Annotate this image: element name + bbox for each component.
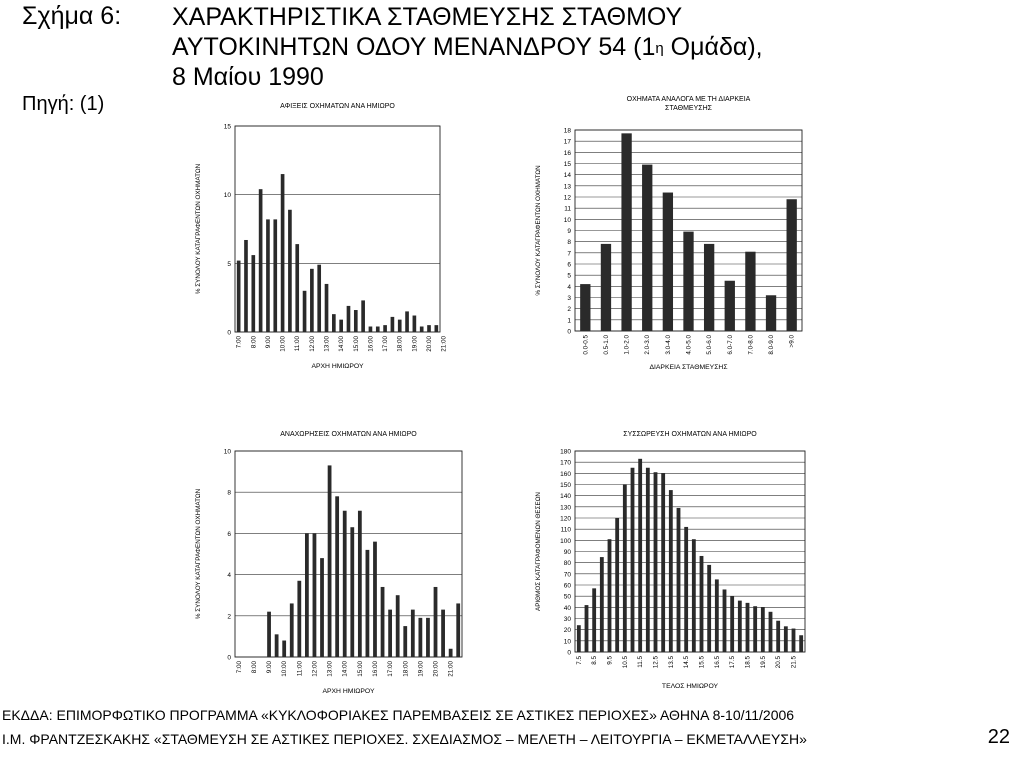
y-tick-label: 130 — [560, 504, 571, 512]
y-tick-label: 120 — [560, 515, 571, 523]
y-tick-label: 90 — [563, 549, 571, 556]
bar — [700, 556, 704, 652]
x-tick-label: 4.0-5.0 — [685, 335, 693, 355]
title-line-2-main: ΑΥΤΟΚΙΝΗΤΩΝ ΟΔΟΥ ΜΕΝΑΝΔΡΟΥ 54 (1 — [172, 33, 656, 61]
y-tick-label: 160 — [560, 470, 571, 478]
y-tick-label: 18 — [563, 127, 571, 135]
bar — [343, 511, 347, 657]
bar — [310, 269, 314, 332]
chart-title: ΑΝΑΧΩΡΗΣΕΙΣ ΟΧΗΜΑΤΩΝ ΑΝΑ ΗΜΙΩΡΟ — [280, 431, 417, 438]
y-tick-label: 180 — [560, 448, 571, 456]
bar — [275, 634, 279, 657]
x-tick-label: 12.5 — [652, 656, 660, 669]
accumulation-svg — [530, 428, 820, 698]
x-tick-label: 18:00 — [402, 661, 410, 677]
duration-chart — [530, 93, 820, 383]
bar — [704, 244, 714, 331]
x-tick-label: 9.5 — [606, 656, 614, 665]
x-axis-label: ΑΡΧΗ ΗΜΙΩΡΟΥ — [322, 688, 375, 695]
x-tick-label: 16:00 — [367, 336, 375, 352]
y-tick-label: 10 — [563, 216, 571, 224]
bar — [642, 165, 652, 331]
bar — [441, 610, 445, 657]
x-tick-label: 17:00 — [387, 661, 395, 677]
bar — [725, 281, 735, 331]
x-tick-label: 11.5 — [637, 656, 645, 668]
x-axis-label: ΑΡΧΗ ΗΜΙΩΡΟΥ — [311, 363, 364, 370]
duration-svg — [530, 93, 820, 383]
chart-title: ΑΦΙΞΕΙΣ ΟΧΗΜΑΤΩΝ ΑΝΑ ΗΜΙΩΡΟ — [280, 103, 395, 110]
bar — [396, 595, 400, 657]
bar — [623, 485, 627, 653]
x-tick-label: 2.0-3.0 — [644, 335, 652, 355]
bar — [434, 587, 438, 657]
bar — [267, 612, 271, 657]
y-tick-label: 40 — [563, 604, 571, 612]
bar — [692, 539, 696, 652]
bar — [592, 588, 596, 652]
x-axis-label: ΔΙΑΡΚΕΙΑ ΣΤΑΘΜΕΥΣΗΣ — [649, 364, 728, 371]
y-axis-label: ΑΡΙΘΜΟΣ ΚΑΤΑΓΡΑΦΟΜΕΝΩΝ ΘΕΣΕΩΝ — [535, 492, 542, 611]
x-tick-label: 12:00 — [308, 336, 316, 352]
x-tick-label: 9:00 — [266, 661, 274, 674]
y-tick-label: 15 — [223, 123, 231, 131]
x-tick-label: 9:00 — [264, 336, 272, 349]
y-tick-label: 5 — [227, 260, 231, 268]
bar — [273, 219, 277, 332]
bar — [332, 314, 336, 332]
footer-line-1: ΕΚΔΔΑ: ΕΠΙΜΟΡΦΩΤΙΚΟ ΠΡΟΓΡΑΜΜΑ «ΚΥΚΛΟΦΟΡΙΑΚΕΣ ΠΑΡΕΜΒΑΣΕΙΣ ΣΕ ΑΣΤΙΚΕΣ ΠΕΡΙΟΧΕΣ» ΑΘΗΝΑ 8-10/11/2006 — [2, 707, 795, 723]
x-tick-label: 21:00 — [447, 661, 455, 677]
bar — [601, 244, 611, 331]
x-tick-label: 15:00 — [352, 336, 360, 352]
bar — [354, 310, 358, 332]
y-tick-label: 50 — [563, 593, 571, 601]
x-tick-label: 16:00 — [371, 661, 379, 677]
x-tick-label: 20:00 — [426, 336, 434, 352]
bar — [715, 579, 719, 652]
y-tick-label: 14 — [563, 172, 571, 180]
y-tick-label: 60 — [563, 582, 571, 590]
bar — [600, 557, 604, 652]
y-tick-label: 150 — [560, 482, 571, 489]
bar — [320, 558, 324, 657]
bar — [449, 649, 453, 657]
y-tick-label: 8 — [567, 239, 571, 247]
departures-svg — [190, 428, 480, 698]
x-tick-label: 15.5 — [698, 656, 706, 669]
bar — [683, 232, 693, 331]
bar — [237, 261, 241, 332]
bar — [456, 603, 460, 657]
bar — [313, 533, 317, 657]
arrivals-chart — [190, 100, 480, 390]
x-tick-label: 6.0-7.0 — [726, 335, 734, 355]
x-tick-label: 18:00 — [396, 336, 404, 352]
x-tick-label: 17:00 — [382, 336, 390, 352]
x-tick-label: 3.0-4.0 — [664, 335, 672, 355]
y-tick-label: 12 — [563, 194, 571, 202]
bar — [745, 252, 755, 331]
bar — [347, 306, 351, 332]
departures-chart — [190, 428, 480, 698]
y-axis-label: % ΣΥΝΟΛΟΥ ΚΑΤΑΓΡΑΦΕΝΤΩΝ ΟΧΗΜΑΤΩΝ — [535, 165, 542, 296]
bar — [420, 327, 424, 332]
y-tick-label: 30 — [563, 616, 571, 623]
bar — [366, 550, 370, 657]
page-number: 22 — [987, 726, 1010, 748]
x-tick-label: 5.0-6.0 — [706, 335, 714, 355]
bar — [303, 291, 307, 332]
bar — [376, 327, 380, 332]
x-tick-label: 8:00 — [250, 336, 258, 349]
bar — [646, 468, 650, 652]
bar — [766, 295, 776, 331]
bar — [305, 533, 309, 657]
x-tick-label: 14.5 — [683, 656, 691, 669]
source-label: Πηγή: (1) — [22, 93, 105, 115]
bar — [615, 518, 619, 652]
chart-title: ΣΤΑΘΜΕΥΣΗΣ — [665, 105, 712, 112]
x-tick-label: 8.0-9.0 — [768, 335, 776, 355]
bar — [295, 244, 299, 332]
y-tick-label: 0 — [567, 649, 571, 657]
bar — [325, 284, 329, 332]
bar — [663, 193, 673, 331]
bar — [585, 605, 589, 652]
y-tick-label: 13 — [563, 183, 571, 191]
y-tick-label: 15 — [563, 161, 571, 168]
x-tick-label: 15:00 — [356, 661, 364, 677]
x-tick-label: 10.5 — [621, 656, 629, 669]
bar — [427, 325, 431, 332]
y-tick-label: 100 — [560, 537, 571, 545]
y-tick-label: 0 — [227, 329, 231, 337]
x-tick-label: 20:00 — [432, 661, 440, 677]
x-tick-label: 13:00 — [326, 661, 334, 677]
y-tick-label: 9 — [567, 228, 571, 235]
title-line-3: 8 Μαίου 1990 — [172, 63, 324, 91]
bar — [738, 601, 742, 652]
bar — [608, 539, 612, 652]
y-tick-label: 10 — [223, 448, 231, 456]
bar — [677, 508, 681, 652]
bar — [373, 542, 377, 657]
y-tick-label: 6 — [227, 530, 231, 538]
bar — [244, 240, 248, 332]
bar — [669, 490, 673, 652]
y-tick-label: 80 — [563, 560, 571, 568]
bar — [769, 612, 773, 652]
x-tick-label: 11:00 — [294, 336, 302, 352]
bar — [369, 327, 373, 332]
x-tick-label: 11:00 — [296, 661, 304, 677]
x-tick-label: >9.0 — [788, 335, 796, 348]
y-tick-label: 10 — [223, 192, 231, 200]
bar — [787, 199, 797, 331]
y-tick-label: 7 — [567, 250, 571, 258]
bar — [654, 472, 658, 652]
bar — [418, 618, 422, 657]
x-tick-label: 10:00 — [281, 661, 289, 677]
bar — [761, 607, 765, 652]
y-axis-label: % ΣΥΝΟΛΟΥ ΚΑΤΑΓΡΑΦΕΝΤΩΝ ΟΧΗΜΑΤΩΝ — [195, 163, 202, 295]
bar — [282, 641, 286, 657]
x-tick-label: 10:00 — [279, 336, 287, 352]
x-tick-label: 21.5 — [790, 656, 798, 669]
accumulation-chart — [530, 428, 820, 698]
y-tick-label: 10 — [563, 638, 571, 646]
x-tick-label: 13.5 — [667, 656, 675, 669]
x-tick-label: 21:00 — [440, 336, 448, 352]
bar — [776, 621, 780, 652]
bar — [381, 587, 385, 657]
bar — [388, 610, 392, 657]
bar — [328, 465, 332, 657]
x-tick-label: 20.5 — [775, 656, 783, 669]
bar — [403, 626, 407, 657]
bar — [707, 565, 711, 652]
x-tick-label: 13:00 — [323, 336, 331, 352]
title-superscript: η — [655, 40, 664, 57]
bar — [413, 316, 417, 332]
x-tick-label: 19:00 — [411, 336, 419, 352]
x-tick-label: 8.5 — [591, 656, 599, 665]
footer-line-2: Ι.Μ. ΦΡΑΝΤΖΕΣΚΑΚΗΣ «ΣΤΑΘΜΕΥΣΗ ΣΕ ΑΣΤΙΚΕΣ ΠΕΡΙΟΧΕΣ. ΣΧΕΔΙΑΣΜΟΣ – ΜΕΛΕΤΗ – ΛΕΙΤΟΥΡΓΙΑ – ΕΚΜΕΤΑΛΛΕΥΣΗ» — [2, 731, 807, 747]
bar — [266, 219, 270, 332]
bar — [358, 511, 362, 657]
x-tick-label: 14:00 — [341, 661, 349, 677]
bar — [792, 629, 796, 652]
y-tick-label: 16 — [563, 149, 571, 157]
x-tick-label: 19.5 — [759, 656, 767, 669]
y-tick-label: 1 — [567, 317, 571, 325]
title-line-2-end: Ομάδα), — [663, 33, 763, 61]
x-tick-label: 14:00 — [338, 336, 346, 352]
y-tick-label: 4 — [227, 572, 231, 580]
x-tick-label: 18.5 — [744, 656, 752, 669]
bar — [383, 325, 387, 332]
figure-label: Σχήμα 6: — [22, 2, 122, 30]
bar — [281, 174, 285, 332]
bar — [251, 255, 255, 332]
y-tick-label: 20 — [563, 627, 571, 635]
bar — [784, 626, 788, 652]
bar — [577, 625, 581, 652]
bar — [361, 300, 365, 332]
bar — [621, 133, 631, 331]
x-tick-label: 7.0-8.0 — [747, 335, 755, 355]
bar — [638, 459, 642, 652]
y-axis-label: % ΣΥΝΟΛΟΥ ΚΑΤΑΓΡΑΦΕΝΤΩΝ ΟΧΗΜΑΤΩΝ — [195, 488, 202, 620]
y-tick-label: 3 — [567, 295, 571, 302]
bar — [426, 618, 430, 657]
y-tick-label: 0 — [227, 654, 231, 662]
y-tick-label: 6 — [567, 261, 571, 269]
x-tick-label: 19:00 — [417, 661, 425, 677]
page-title — [172, 2, 763, 92]
bar — [723, 589, 727, 652]
bar — [317, 265, 321, 332]
arrivals-svg — [190, 100, 480, 390]
bar — [335, 496, 339, 657]
y-tick-label: 11 — [564, 205, 571, 213]
bar — [684, 527, 688, 652]
chart-title: ΣΥΣΣΩΡΕΥΣΗ ΟΧΗΜΑΤΩΝ ΑΝΑ ΗΜΙΩΡΟ — [623, 431, 757, 438]
bar — [435, 325, 439, 332]
x-tick-label: 0.5-1.0 — [602, 335, 610, 355]
y-tick-label: 4 — [567, 283, 571, 291]
y-tick-label: 5 — [567, 272, 571, 280]
bar — [391, 317, 395, 332]
y-tick-label: 70 — [563, 571, 571, 579]
bar — [799, 635, 803, 652]
bar — [350, 527, 354, 657]
bar — [288, 210, 292, 332]
bar — [661, 473, 665, 652]
chart-title: ΟΧΗΜΑΤΑ ΑΝΑΛΟΓΑ ΜΕ ΤΗ ΔΙΑΡΚΕΙΑ — [626, 96, 751, 103]
bar — [746, 603, 750, 652]
x-tick-label: 1.0-2.0 — [623, 335, 631, 355]
title-line-1: ΧΑΡΑΚΤΗΡΙΣΤΙΚΑ ΣΤΑΘΜΕΥΣΗΣ ΣΤΑΘΜΟΥ — [172, 3, 683, 31]
y-tick-label: 8 — [227, 489, 231, 497]
x-tick-label: 8:00 — [250, 661, 258, 674]
x-axis-label: ΤΕΛΟΣ ΗΜΙΩΡΟΥ — [661, 683, 719, 690]
bar — [405, 311, 409, 332]
y-tick-label: 2 — [227, 613, 231, 621]
title-line-2 — [172, 32, 763, 62]
bar — [339, 320, 343, 332]
bar — [259, 189, 263, 332]
bar — [580, 284, 590, 331]
y-tick-label: 0 — [567, 328, 571, 336]
x-tick-label: 7:00 — [235, 336, 243, 349]
x-tick-label: 16.5 — [713, 656, 721, 669]
y-tick-label: 110 — [560, 526, 571, 534]
bar — [753, 606, 757, 652]
x-tick-label: 7:00 — [235, 661, 243, 674]
x-tick-label: 17.5 — [729, 656, 737, 669]
x-tick-label: 7.5 — [575, 656, 583, 665]
x-tick-label: 12:00 — [311, 661, 319, 677]
bar — [297, 581, 301, 657]
bar — [290, 603, 294, 657]
bar — [631, 468, 635, 652]
y-tick-label: 2 — [567, 306, 571, 314]
bar — [411, 610, 415, 657]
x-tick-label: 0.0-0.5 — [582, 335, 590, 355]
bar — [398, 320, 402, 332]
y-tick-label: 140 — [560, 493, 571, 501]
y-tick-label: 17 — [563, 138, 571, 146]
plot-frame — [235, 126, 440, 332]
y-tick-label: 170 — [560, 459, 571, 467]
bar — [730, 596, 734, 652]
